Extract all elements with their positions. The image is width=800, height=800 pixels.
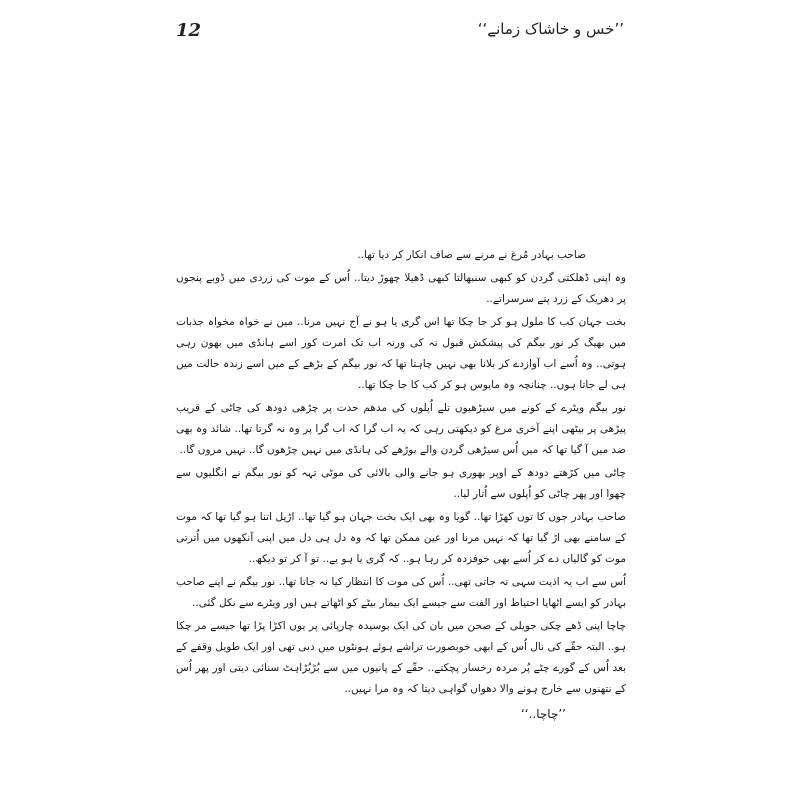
page-header <box>176 16 624 46</box>
paragraph: صاحب بہادر جوں کا توں کھڑا تھا.. گویا وہ بھی ایک بخت جہان ہو گیا تھا.. اڑیل اتنا ہو گیا تھا کہ موت کے سامنے بھی اڑ گیا تھا کہ نہیں مرنا اور عین ممکن تھا کہ وہ دل ہی دل میں اپنی آنکھوں میں اُترتی موت کو گالیاں دے کر اُسے بھی خوفزدہ کر رہا ہو.. کہ گری یا ہو یے.. تو آ کر تو دیکھ.. <box>176 511 626 565</box>
closing-line: ’’چاچا..‘‘ <box>520 707 566 721</box>
paragraph: صاحب بہادر مُرغ نے مرنے سے صاف انکار کر دیا تھا.. <box>357 249 586 261</box>
paragraph: چاچا اپنی ڈھے چکی حویلی کے صحن میں بان کی ایک بوسیدہ چارپائی پر یوں اکڑا پڑا تھا جیسے مر چکا ہو.. البتہ حقّے کی نال اُس کے ابھی خوبصورت تراشے ہوئے ہونٹوں میں دبی تھی اور ایک طویل وقفے کے بعد اُس کے گورے چٹے پُر مردہ رخسار پچکتے.. حقّے کے پانیوں میں سے بُڑبُڑاہٹ سنائی دیتی اور پھر اُس کے نتھنوں سے خارج ہونے والا دھواں گواہی دیتا کہ وہ مرا نہیں.. <box>176 620 626 695</box>
running-title: ’’خس و خاشاک زمانے‘‘ <box>477 20 624 38</box>
paragraph: چاٹی میں کڑھتے دودھ کے اوپر بھوری ہو جانے والی بالائی کی موٹی تہہ کو نور بیگم نے انگلیوں سے چھوا اور پھر چاٹی کو اُپلوں سے اُتار لیا.. <box>176 467 626 500</box>
paragraph: وہ اپنی ڈھلکتی گردن کو کبھی سنبھالتا کبھی ڈھیلا چھوڑ دیتا.. اُس کے موت کی زردی میں ڈوبے پنجوں پر دھریک کے زرد پتے سرسراتے.. <box>176 272 626 305</box>
page-number: 12 <box>176 20 202 41</box>
paragraph: بخت جہان کب کا ملول ہو کر جا چکا تھا اس گری یا ہو نے آج نہیں مرنا.. میں نے خواہ مخواہ جذبات میں بھیگ کر نور بیگم کی پیشکش قبول نہ کی ورنہ اب تک امرت کور اسے ہانڈی میں بھون رہی ہوتی.. وہ اُسے اب آوازدے کر بلانا بھی نہیں چاہتا تھا کہ نور بیگم کے بڑھے کے میں اسے زندہ حالت میں ہی لے جاتا ہوں.. چنانچہ وہ مایوس ہو کر کب کا جا چکا تھا.. <box>176 316 626 391</box>
paragraph: نور بیگم ویٹرے کے کونے میں سیڑھیوں تلے اُپلوں کی مدھم حدت پر چڑھی دودھ کی چاٹی کے قریب پیڑھی پر بیٹھی اپنے آخری مرغ کو دیکھتی رہی کہ یہ اب گرا کہ اب گرا پر وہ نہ گرتا تھا.. شائد وہ بھی ضد میں آ گیا تھا کہ میں اُس سیڑھی گردن والے بوڑھے کی ہانڈی میں نہیں چڑھوں گا.. نہیں مروں گا.. <box>176 402 626 456</box>
body-text <box>176 245 626 727</box>
paragraph: اُس سے اب یہ اذیت سہی نہ جاتی تھی.. اُس کی موت کا انتظار کیا نہ جاتا تھا.. نور بیگم نے اپنے صاحب بہادر کو ایسے اٹھایا احتیاط اور الفت سے جیسے ایک بیمار بیٹے کو اٹھاتے ہیں اور ویٹرے سے نکل گئی.. <box>176 576 626 609</box>
